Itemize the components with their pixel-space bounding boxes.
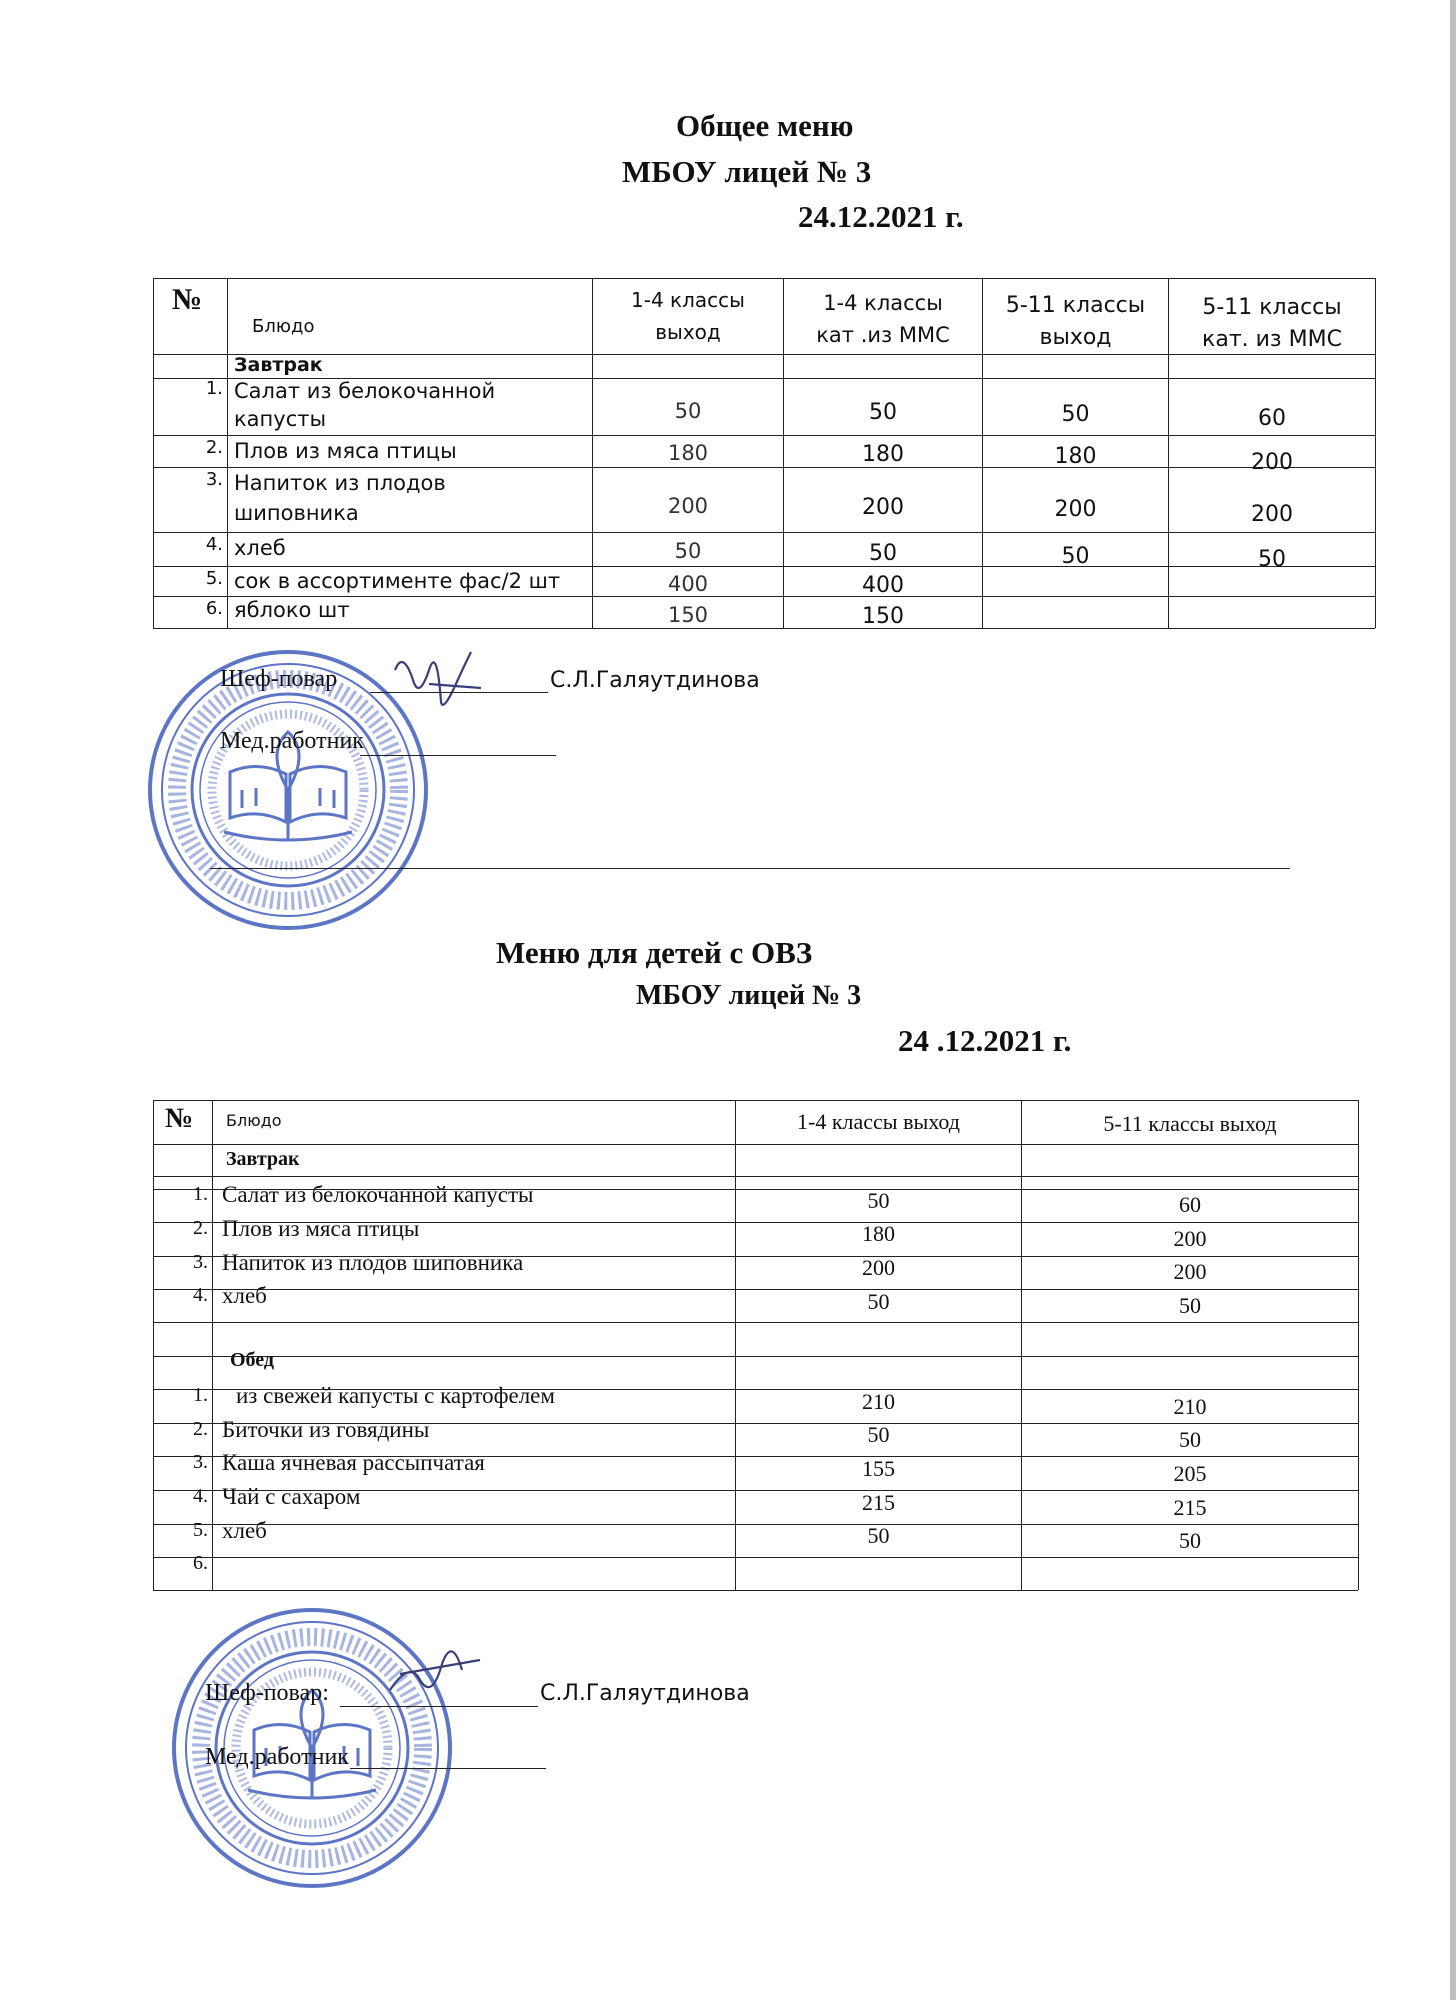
menu2-b-row4-col2: 50: [1179, 1293, 1201, 1318]
menu1-row6-col2: 150: [862, 604, 904, 629]
menu1-row4-col4: 50: [1258, 547, 1286, 572]
menu1-header-col2-line1: 1-4 классы: [823, 291, 943, 315]
menu1-chef-name: С.Л.Галяутдинова: [550, 668, 760, 693]
menu1-row3-dish-line1: Напиток из плодов: [234, 471, 446, 495]
menu2-l-row3-col1: 155: [862, 1456, 895, 1481]
menu2-section-lunch: Обед: [230, 1349, 275, 1371]
menu2-b-row3-dish: Напиток из плодов шиповника: [222, 1250, 524, 1275]
menu2-b-row2-col2: 200: [1173, 1226, 1207, 1251]
section-divider: [210, 868, 1290, 869]
menu1-row5-dish: сок в ассортименте фас/2 шт: [234, 569, 561, 593]
menu2-l-row5-col1: 50: [867, 1523, 890, 1548]
menu1-row1-dish-line2: капусты: [234, 407, 327, 431]
menu1-row3-col2: 200: [862, 495, 904, 520]
menu1-row5-col1: 400: [667, 572, 709, 596]
menu1-row1-dish-line1: Салат из белокочанной: [234, 379, 496, 403]
menu1-row3-dish-line2: шиповника: [234, 501, 359, 525]
signature-icon: [380, 1630, 490, 1710]
menu2-b-row4-dish: хлеб: [222, 1283, 267, 1308]
menu1-row6-dish: яблоко шт: [234, 598, 350, 622]
menu1-header-dish: Блюдо: [252, 316, 315, 337]
menu1-row4-col2: 50: [869, 541, 897, 566]
menu2-l-row3-dish: Каша ячневая рассыпчатая: [222, 1450, 485, 1475]
menu1-header-col3-line1: 5-11 классы: [1005, 293, 1146, 318]
menu2-b-row1-col1: 50: [867, 1188, 890, 1213]
menu1-header-col2-line2: кат .из ММС: [816, 323, 950, 347]
menu1-row4-no: 4.: [205, 534, 223, 555]
menu2-b-row2-no: 2.: [193, 1217, 208, 1239]
menu2-b-row3-no: 3.: [193, 1251, 208, 1273]
menu1-row1-no: 1.: [205, 378, 223, 399]
menu2-title: Меню для детей с ОВЗ: [496, 935, 813, 970]
menu2-l-row2-no: 2.: [193, 1418, 208, 1440]
menu1-row4-col3: 50: [1061, 544, 1090, 569]
menu1-row4-dish: хлеб: [234, 536, 286, 560]
menu2-l-row6-no: 6.: [193, 1552, 208, 1574]
scan-edge: [1450, 0, 1456, 2000]
menu1-row6-no: 6.: [205, 598, 223, 619]
menu2-b-row2-dish: Плов из мяса птицы: [222, 1216, 420, 1241]
menu2-l-row1-col2: 210: [1173, 1394, 1207, 1419]
menu2-section-breakfast: Завтрак: [226, 1148, 300, 1170]
menu2-l-row5-no: 5.: [193, 1519, 208, 1541]
menu1-row3-col3: 200: [1054, 497, 1097, 522]
menu2-b-row4-col1: 50: [867, 1289, 890, 1314]
menu2-school: МБОУ лицей № 3: [636, 980, 862, 1011]
menu1-row5-no: 5.: [205, 568, 223, 589]
menu2-l-row1-no: 1.: [193, 1384, 208, 1406]
menu1-row5-col2: 400: [862, 573, 904, 598]
menu1-row3-col4: 200: [1251, 502, 1293, 527]
menu2-b-row2-col1: 180: [862, 1221, 895, 1246]
menu2-b-row3-col2: 200: [1173, 1259, 1207, 1284]
menu2-b-row4-no: 4.: [193, 1284, 208, 1306]
menu2-header-dish: Блюдо: [226, 1111, 282, 1130]
menu2-header-col1: 1-4 классы выход: [797, 1109, 960, 1134]
menu1-row2-col3: 180: [1054, 444, 1097, 469]
menu1-row2-col1: 180: [667, 441, 709, 465]
menu1-header-no: №: [172, 283, 203, 316]
menu2-l-row4-no: 4.: [193, 1485, 208, 1507]
menu2-date: 24 .12.2021 г.: [898, 1023, 1072, 1058]
menu2-chef-label: Шеф-повар:: [205, 1680, 329, 1706]
menu1-date: 24.12.2021 г.: [798, 199, 964, 234]
menu2-l-row4-col2: 215: [1173, 1495, 1207, 1520]
menu2-med-label: Мед.работник: [205, 1744, 349, 1770]
menu2-l-row2-dish: Биточки из говядины: [222, 1417, 430, 1442]
menu2-l-row3-col2: 205: [1173, 1461, 1207, 1486]
menu1-row6-col1: 150: [667, 603, 709, 627]
menu2-header-no: №: [165, 1103, 194, 1134]
menu1-row1-col1: 50: [674, 399, 702, 423]
menu2-l-row2-col2: 50: [1179, 1427, 1201, 1452]
menu1-header-col4-line1: 5-11 классы: [1202, 295, 1342, 320]
menu2-l-row4-col1: 215: [862, 1490, 895, 1515]
menu2-header-col2: 5-11 классы выход: [1103, 1111, 1277, 1136]
menu2-b-row1-no: 1.: [193, 1183, 208, 1205]
menu2-l-row2-col1: 50: [867, 1422, 890, 1447]
menu1-header-col1-line2: выход: [655, 320, 721, 344]
menu1-row1-col4: 60: [1258, 406, 1286, 431]
menu2-l-row5-dish: хлеб: [222, 1518, 267, 1543]
menu1-school: МБОУ лицей № 3: [622, 154, 872, 189]
menu1-row3-no: 3.: [205, 469, 223, 490]
menu2-b-row1-dish: Салат из белокочанной капусты: [222, 1182, 534, 1207]
menu1-row1-col2: 50: [869, 400, 897, 425]
signature-icon: [385, 640, 495, 720]
menu1-row2-dish: Плов из мяса птицы: [234, 439, 457, 463]
menu2-l-row5-col2: 50: [1179, 1528, 1201, 1553]
menu2-chef-name: С.Л.Галяутдинова: [540, 1681, 750, 1706]
menu2-l-row1-col1: 210: [862, 1389, 895, 1414]
menu2-l-row1-dish: из свежей капусты с картофелем: [236, 1383, 555, 1408]
menu1-header-col4-line2: кат. из ММС: [1202, 327, 1342, 352]
menu2-l-row4-dish: Чай с сахаром: [222, 1484, 361, 1509]
menu1-header-col3-line2: выход: [1039, 325, 1112, 350]
menu2-b-row1-col2: 60: [1179, 1192, 1201, 1217]
menu2-b-row3-col1: 200: [862, 1255, 895, 1280]
menu1-title: Общее меню: [676, 108, 854, 143]
menu1-header-col1-line1: 1-4 классы: [631, 288, 745, 312]
menu1-section-breakfast: Завтрак: [234, 354, 323, 376]
menu1-row2-col4: 200: [1251, 450, 1293, 475]
menu1-row3-col1: 200: [667, 494, 709, 518]
menu2-l-row3-no: 3.: [193, 1451, 208, 1473]
menu1-med-label: Мед.работник: [220, 728, 364, 754]
menu1-row2-col2: 180: [862, 442, 904, 467]
menu1-chef-label: Шеф-повар: [220, 666, 338, 692]
menu1-row1-col3: 50: [1061, 402, 1090, 427]
menu1-row2-no: 2.: [205, 437, 223, 458]
menu1-row4-col1: 50: [674, 539, 702, 563]
